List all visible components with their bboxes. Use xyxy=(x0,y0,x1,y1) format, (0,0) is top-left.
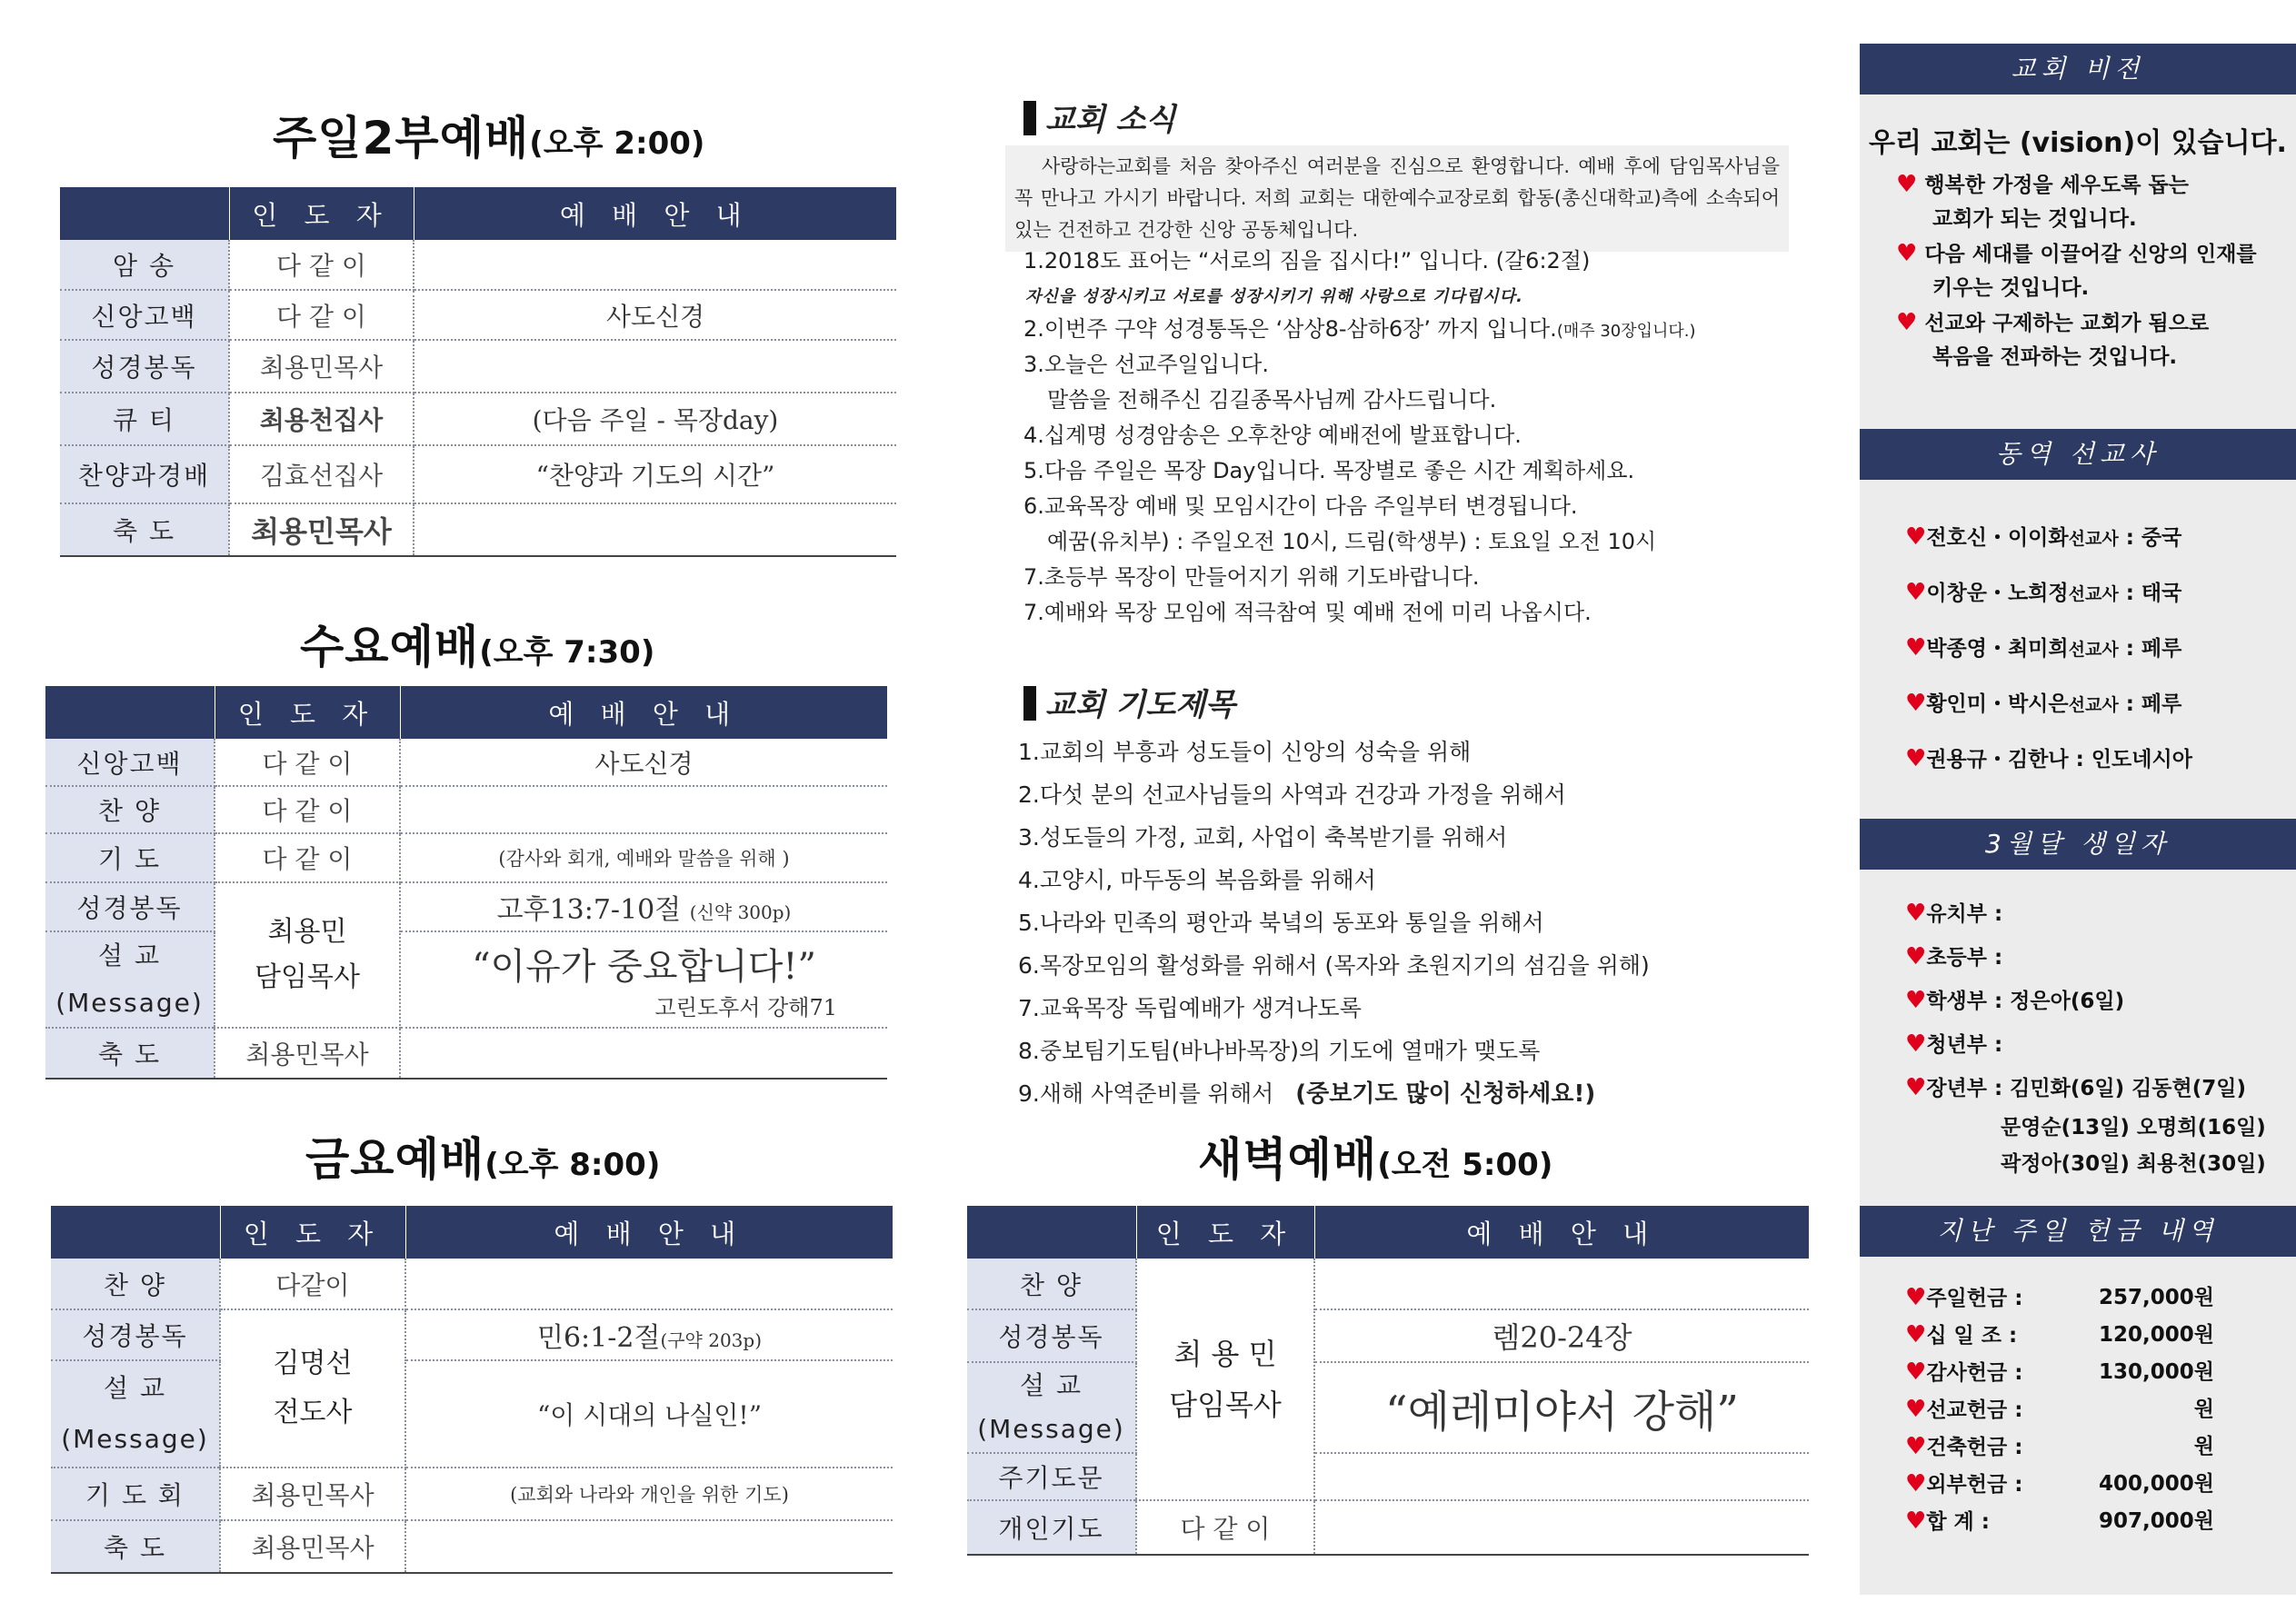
row-info xyxy=(1314,1453,1809,1500)
missionary-role: 선교사 xyxy=(2068,695,2119,715)
list-item: 교회가 되는 것입니다. xyxy=(1932,207,2137,231)
leader-title: 담임목사 xyxy=(1169,1387,1282,1422)
info-header: 예 배 안 내 xyxy=(400,686,887,739)
birthdays-heading: 3월달 생일자 xyxy=(1860,819,2296,870)
offering-value: 130,000원 xyxy=(2099,1360,2214,1384)
offering-label: 감사헌금 : xyxy=(1926,1361,2023,1385)
missionary-names: 권용규・김한나 xyxy=(1926,748,2069,771)
heart-icon: ♥ xyxy=(1905,943,1927,970)
missionary-role: 선교사 xyxy=(2068,584,2119,604)
heart-icon: ♥ xyxy=(1905,1284,1927,1311)
heart-icon: ♥ xyxy=(1896,309,1918,336)
list-item: 말씀을 전해주신 김길종목사님께 감사드립니다. xyxy=(1047,387,1497,413)
table-header xyxy=(51,1206,893,1259)
row-info xyxy=(1314,1259,1809,1309)
scripture-page: (신약 300p) xyxy=(689,901,792,923)
heart-icon: ♥ xyxy=(1905,1321,1927,1348)
list-item xyxy=(1860,1391,2296,1428)
row-info xyxy=(400,1028,887,1079)
missionary-names: 전호신・이이화 xyxy=(1926,526,2069,550)
leader-name: 최용민 xyxy=(267,916,347,948)
leader-title: 담임목사 xyxy=(255,961,360,993)
scripture-page: (구약 203p) xyxy=(660,1329,763,1351)
heart-icon: ♥ xyxy=(1905,690,1927,717)
offering-label: 외부헌금 : xyxy=(1926,1473,2023,1497)
table-header xyxy=(60,187,896,240)
row-info xyxy=(414,503,896,556)
prayer-list xyxy=(1018,731,1650,1115)
sunday-time: (오후 2:00) xyxy=(529,125,705,162)
item-text: 2.이번주 구약 성경통독은 ‘삼상8-삼하6장’ 까지 입니다. xyxy=(1023,316,1557,342)
heart-icon: ♥ xyxy=(1905,987,1927,1014)
item-text: 9.새해 사역준비를 위해서 xyxy=(1018,1080,1274,1107)
table-row xyxy=(51,1468,893,1520)
heart-icon: ♥ xyxy=(1905,1358,1927,1386)
row-info: (교회와 나라와 개인을 위한 기도) xyxy=(405,1468,893,1520)
list-item xyxy=(1860,935,2296,979)
missionary-names: 박종영・최미희 xyxy=(1926,637,2069,661)
heart-icon: ♥ xyxy=(1896,171,1918,198)
leader-header: 인 도 자 xyxy=(229,187,414,240)
birthdays-block xyxy=(1860,891,2296,1182)
heart-icon: ♥ xyxy=(1905,900,1927,927)
list-item xyxy=(1860,676,2296,731)
item-text: 선교와 구제하는 교회가 됨으로 xyxy=(1924,312,2210,335)
row-label: 찬 양 xyxy=(45,786,215,833)
merged-leader xyxy=(1136,1259,1314,1500)
row-label: 성경봉독 xyxy=(967,1309,1136,1362)
offering-label: 주일헌금 : xyxy=(1926,1287,2023,1310)
label-sub: (Message) xyxy=(61,1424,209,1454)
row-leader: 최용민목사 xyxy=(215,1028,400,1079)
row-label: 축 도 xyxy=(45,1028,215,1079)
offering-value: 257,000원 xyxy=(2099,1286,2214,1309)
row-info: “예레미야서 강해” xyxy=(1314,1362,1809,1453)
list-item: 4.고양시, 마두동의 복음화를 위해서 xyxy=(1018,867,1376,893)
row-leader: 최용민목사 xyxy=(229,503,414,556)
list-item xyxy=(1860,1317,2296,1354)
list-item: 7.교육목장 독립예배가 생겨나도록 xyxy=(1018,995,1362,1021)
heart-icon: ♥ xyxy=(1905,1396,1927,1423)
list-item xyxy=(1860,1354,2296,1391)
leader-title: 전도사 xyxy=(273,1397,353,1428)
table-row xyxy=(967,1259,1809,1309)
row-info: 사도신경 xyxy=(400,739,887,786)
item-text: 행복한 가정을 세우도록 돕는 xyxy=(1924,174,2189,197)
label-sub: (Message) xyxy=(55,988,204,1018)
list-item: 6.목장모임의 활성화를 위해서 (목자와 초원지기의 섬김을 위해) xyxy=(1018,952,1650,979)
row-label: 신앙고백 xyxy=(45,739,215,786)
row-label xyxy=(967,1362,1136,1453)
table-row xyxy=(60,240,896,290)
item-text: 청년부 : xyxy=(1926,1033,2003,1057)
row-info: (감사와 회개, 예배와 말씀을 위해 ) xyxy=(400,833,887,882)
leader-header: 인 도 자 xyxy=(1136,1206,1314,1259)
heart-icon: ♥ xyxy=(1905,745,1927,772)
info-header: 예 배 안 내 xyxy=(1314,1206,1809,1259)
row-info xyxy=(405,1309,893,1360)
heart-icon: ♥ xyxy=(1905,634,1927,662)
vision-title: 우리 교회는 (vision)이 있습니다. xyxy=(1869,127,2287,159)
missionary-place: : 인도네시아 xyxy=(2068,748,2192,771)
list-item: 3.성도들의 가정, 교회, 사업이 축복받기를 위해서 xyxy=(1018,824,1508,851)
missionary-place: : 중국 xyxy=(2118,526,2182,550)
leader-name: 김명선 xyxy=(273,1348,353,1379)
list-item: 6.교육목장 예배 및 모임시간이 다음 주일부터 변경됩니다. xyxy=(1023,493,1578,519)
list-item xyxy=(1860,236,2296,271)
table-header xyxy=(967,1206,1809,1259)
news-heading xyxy=(1023,95,1175,139)
friday-title xyxy=(305,1123,660,1189)
offering-label: 선교헌금 : xyxy=(1926,1398,2023,1422)
dawn-time: (오전 5:00) xyxy=(1377,1147,1553,1183)
leader-header: 인 도 자 xyxy=(215,686,400,739)
list-item: 1.2018도 표어는 “서로의 짐을 집시다!” 입니다. (갈6:2절) xyxy=(1023,248,1591,274)
table-row xyxy=(60,290,896,340)
list-item xyxy=(1023,312,1696,347)
missionary-names: 황인미・박시은 xyxy=(1926,692,2069,716)
merged-leader xyxy=(215,882,400,1028)
table-row xyxy=(45,786,887,833)
row-leader: 최용민목사 xyxy=(220,1520,405,1573)
offering-label: 십 일 조 : xyxy=(1926,1324,2018,1348)
table-header xyxy=(45,686,887,739)
table-row xyxy=(967,1453,1809,1500)
row-label: 찬 양 xyxy=(967,1259,1136,1309)
friday-title-text: 금요예배 xyxy=(305,1133,485,1186)
list-item xyxy=(1860,1503,2296,1540)
row-info xyxy=(414,340,896,393)
list-item xyxy=(1860,1279,2296,1317)
dawn-table xyxy=(967,1206,1809,1556)
row-leader: 최용민목사 xyxy=(220,1468,405,1520)
list-item xyxy=(1860,510,2296,565)
list-item: 1.교회의 부흥과 성도들이 신앙의 성숙을 위해 xyxy=(1018,739,1472,765)
row-label: 축 도 xyxy=(51,1520,220,1573)
table-row xyxy=(51,1520,893,1573)
row-leader: 최용천집사 xyxy=(229,393,414,445)
list-item: 문영순(13일) 오명희(16일) xyxy=(2001,1116,2266,1139)
row-info xyxy=(1314,1500,1809,1555)
dawn-title-text: 새벽예배 xyxy=(1198,1133,1378,1186)
wednesday-title-text: 수요예배 xyxy=(300,621,480,673)
table-row xyxy=(51,1360,893,1468)
list-item: 5.나라와 민족의 평안과 북녘의 동포와 통일을 위해서 xyxy=(1018,910,1544,936)
missionary-place: : 페루 xyxy=(2118,637,2182,661)
row-info xyxy=(400,931,887,1028)
table-row xyxy=(45,931,887,1028)
row-label: 개인기도 xyxy=(967,1500,1136,1555)
row-label: 기 도 xyxy=(45,833,215,882)
item-text: 유치부 : xyxy=(1926,902,2003,926)
list-item: 4.십계명 성경암송은 오후찬양 예배전에 발표합니다. xyxy=(1023,423,1522,448)
label-main: 설 교 xyxy=(104,1373,166,1403)
sunday-table xyxy=(60,187,896,557)
merged-leader xyxy=(220,1309,405,1468)
heading-bar-icon xyxy=(1023,101,1036,135)
heart-icon: ♥ xyxy=(1905,1470,1927,1498)
offering-value: 원 xyxy=(2193,1435,2214,1458)
offering-label: 합 계 : xyxy=(1926,1510,1990,1534)
item-text: 장년부 : 김민화(6일) 김동현(7일) xyxy=(1926,1077,2246,1100)
table-row xyxy=(967,1500,1809,1555)
list-item xyxy=(1860,305,2296,340)
list-item xyxy=(1860,167,2296,202)
wednesday-title xyxy=(300,611,654,676)
offering-heading: 지난 주일 헌금 내역 xyxy=(1860,1206,2296,1257)
label-sub: (Message) xyxy=(977,1414,1125,1444)
vision-block xyxy=(1860,120,2296,374)
friday-time: (오후 8:00) xyxy=(484,1147,661,1183)
row-leader: 다 같 이 xyxy=(215,739,400,786)
list-item: 예꿈(유치부) : 주일오전 10시, 드림(학생부) : 토요일 오전 10시 xyxy=(1047,529,1657,554)
missionaries-block xyxy=(1860,510,2296,787)
wednesday-time: (오후 7:30) xyxy=(479,634,655,671)
missionary-role: 선교사 xyxy=(2068,640,2119,660)
row-info: 사도신경 xyxy=(414,290,896,340)
dawn-title xyxy=(1198,1123,1552,1189)
list-item: 8.중보팀기도팀(바나바목장)의 기도에 열매가 맺도록 xyxy=(1018,1038,1541,1064)
row-label: 주기도문 xyxy=(967,1453,1136,1500)
row-label xyxy=(51,1360,220,1468)
heart-icon: ♥ xyxy=(1905,523,1927,551)
list-item xyxy=(1860,731,2296,787)
news-heading-text: 교회 소식 xyxy=(1045,102,1176,138)
list-item: 2.다섯 분의 선교사님들의 사역과 건강과 가정을 위해서 xyxy=(1018,781,1566,808)
list-item: 7.초등부 목장이 만들어지기 위해 기도바랍니다. xyxy=(1023,564,1480,590)
row-info: “찬양과 기도의 시간” xyxy=(414,445,896,503)
list-item: 자신을 성장시키고 서로를 성장시키기 위해 사랑으로 기다립시다. xyxy=(1025,287,1523,306)
scripture: 민6:1-2절 xyxy=(536,1322,661,1354)
table-row xyxy=(51,1259,893,1309)
table-row xyxy=(60,340,896,393)
scripture: 고후13:7-10절 xyxy=(496,894,682,926)
list-item: 5.다음 주일은 목장 Day입니다. 목장별로 좋은 시간 계획하세요. xyxy=(1023,458,1635,483)
row-label: 찬양과경배 xyxy=(60,445,229,503)
heart-icon: ♥ xyxy=(1896,240,1918,267)
list-item: 복음을 전파하는 것입니다. xyxy=(1932,345,2178,369)
news-intro: 사랑하는교회를 처음 찾아주신 여러분을 진심으로 환영합니다. 예배 후에 담임목사님을 꼭 만나고 가시기 바랍니다. 저희 교회는 대한예수교장로회 합동(총신대학교)측에 소속되어 있는 건전하고 건강한 신앙 공동체입니다. xyxy=(1005,145,1789,252)
row-leader: 김효선집사 xyxy=(229,445,414,503)
row-label xyxy=(45,931,215,1028)
row-info xyxy=(400,882,887,931)
table-row xyxy=(60,393,896,445)
item-text: 다음 세대를 이끌어갈 신앙의 인재를 xyxy=(1924,243,2257,266)
label-main: 설 교 xyxy=(1020,1370,1083,1400)
row-leader: 다 같 이 xyxy=(229,290,414,340)
row-leader: 최용민목사 xyxy=(229,340,414,393)
row-label: 암 송 xyxy=(60,240,229,290)
row-label: 축 도 xyxy=(60,503,229,556)
heart-icon: ♥ xyxy=(1905,1508,1927,1535)
heart-icon: ♥ xyxy=(1905,1030,1927,1058)
missionaries-heading: 동역 선교사 xyxy=(1860,429,2296,480)
table-row xyxy=(51,1309,893,1360)
list-item: 키우는 것입니다. xyxy=(1932,276,2090,300)
row-label: 성경봉독 xyxy=(60,340,229,393)
table-row xyxy=(45,833,887,882)
offering-label: 건축헌금 : xyxy=(1926,1436,2023,1459)
table-row xyxy=(45,739,887,786)
list-item: 곽정아(30일) 최용천(30일) xyxy=(2001,1152,2266,1176)
row-info xyxy=(414,240,896,290)
missionary-place: : 태국 xyxy=(2118,582,2182,605)
news-list xyxy=(1023,244,1696,631)
label-main: 설 교 xyxy=(98,940,161,970)
row-leader: 다 같 이 xyxy=(229,240,414,290)
row-leader: 다 같 이 xyxy=(215,786,400,833)
leader-header: 인 도 자 xyxy=(220,1206,405,1259)
item-note: (중보기도 많이 신청하세요!) xyxy=(1295,1080,1596,1108)
list-item xyxy=(1018,1072,1650,1115)
info-header: 예 배 안 내 xyxy=(405,1206,893,1259)
list-item: 7.예배와 목장 모임에 적극참여 및 예배 전에 미리 나옵시다. xyxy=(1023,600,1592,625)
list-item xyxy=(1860,891,2296,935)
offering-value: 400,000원 xyxy=(2099,1472,2214,1496)
friday-table xyxy=(51,1206,893,1574)
row-leader: 다 같 이 xyxy=(215,833,400,882)
wednesday-table xyxy=(45,686,887,1080)
item-text: 초등부 : xyxy=(1926,946,2003,970)
row-info xyxy=(400,786,887,833)
row-label: 찬 양 xyxy=(51,1259,220,1309)
sermon-title: “이유가 중요합니다!” xyxy=(472,946,816,988)
leader-name: 최 용 민 xyxy=(1173,1336,1277,1371)
table-row xyxy=(45,1028,887,1079)
list-item xyxy=(1860,1466,2296,1503)
item-text: 학생부 : 정은아(6일) xyxy=(1926,990,2125,1013)
row-info: (다음 주일 - 목장day) xyxy=(414,393,896,445)
missionary-names: 이창운・노희정 xyxy=(1926,582,2069,605)
sidebar xyxy=(1860,44,2296,1595)
row-label: 성경봉독 xyxy=(51,1309,220,1360)
row-info xyxy=(405,1259,893,1309)
table-row xyxy=(60,445,896,503)
table-row xyxy=(45,882,887,931)
row-label: 신앙고백 xyxy=(60,290,229,340)
sunday-title xyxy=(273,102,704,167)
prayer-heading xyxy=(1023,680,1235,724)
offering-block xyxy=(1860,1279,2296,1540)
row-label: 성경봉독 xyxy=(45,882,215,931)
vision-heading: 교회 비전 xyxy=(1860,44,2296,95)
row-leader: 다 같 이 xyxy=(1136,1500,1314,1555)
offering-value: 원 xyxy=(2193,1398,2214,1421)
list-item xyxy=(1860,565,2296,621)
list-item xyxy=(1860,1066,2296,1110)
item-note: (매주 30장입니다.) xyxy=(1556,322,1696,341)
list-item: 3.오늘은 선교주일입니다. xyxy=(1023,352,1269,377)
missionary-place: : 페루 xyxy=(2118,692,2182,716)
row-label: 기 도 회 xyxy=(51,1468,220,1520)
prayer-heading-text: 교회 기도제목 xyxy=(1045,687,1235,723)
sermon-series: 고린도후서 강해71 xyxy=(654,995,837,1020)
row-info: 렘20-24장 xyxy=(1314,1309,1809,1362)
row-info xyxy=(405,1520,893,1573)
list-item xyxy=(1860,621,2296,676)
sunday-title-text: 주일2부예배 xyxy=(273,112,530,164)
row-info: “이 시대의 나실인!” xyxy=(405,1360,893,1468)
list-item xyxy=(1860,979,2296,1022)
heart-icon: ♥ xyxy=(1905,1074,1927,1101)
offering-value: 907,000원 xyxy=(2099,1509,2214,1533)
offering-value: 120,000원 xyxy=(2099,1323,2214,1347)
info-header: 예 배 안 내 xyxy=(414,187,896,240)
list-item xyxy=(1860,1428,2296,1466)
table-row xyxy=(967,1362,1809,1453)
table-row xyxy=(60,503,896,556)
vision-list xyxy=(1860,167,2296,374)
table-row xyxy=(967,1309,1809,1362)
list-item xyxy=(1860,1022,2296,1066)
heading-bar-icon xyxy=(1023,686,1036,721)
row-leader: 다같이 xyxy=(220,1259,405,1309)
heart-icon: ♥ xyxy=(1905,579,1927,606)
row-label: 큐 티 xyxy=(60,393,229,445)
heart-icon: ♥ xyxy=(1905,1433,1927,1460)
missionary-role: 선교사 xyxy=(2068,529,2119,549)
